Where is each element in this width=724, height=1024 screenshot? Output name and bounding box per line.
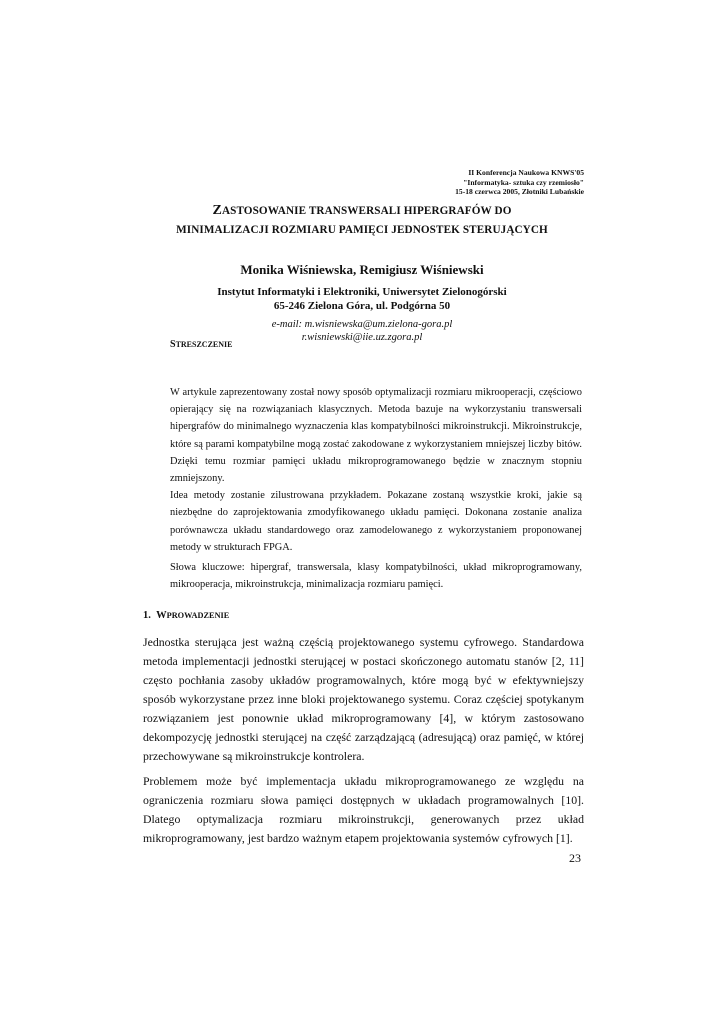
abstract-heading-rest: TRESZCZENIE <box>175 340 233 349</box>
abstract-heading <box>170 339 232 350</box>
emails <box>0 318 724 344</box>
section-1-paragraph-2: Problemem może być implementacja układu mikroprogramowanego ze względu na ograniczenia rozmiaru słowa pamięci dostępnych w układach programowalnych [10]. Dlatego optymalizacja rozmiaru mikroinstrukcji, generowanych przez układ mikroprogramowany, jest bardzo ważnym etapem projektowania systemów cyfrowych [1]. <box>143 774 584 845</box>
conference-line-2: "Informatyka- sztuka czy rzemiosło" <box>463 177 584 187</box>
title-line-1 <box>0 201 724 221</box>
affiliation-line-2: 65-246 Zielona Góra, ul. Podgórna 50 <box>273 299 451 312</box>
section-1-heading <box>143 610 229 621</box>
title-line-2: MINIMALIZACJI ROZMIARU PAMIĘCI JEDNOSTEK STERUJĄCYCH <box>176 224 548 236</box>
paper-title <box>0 201 724 240</box>
conference-header <box>455 168 584 197</box>
title-line-1-rest: ASTOSOWANIE TRANSWERSALI HIPERGRAFÓW DO <box>221 205 512 217</box>
abstract-keywords: Słowa kluczowe: hipergraf, transwersala, klasy kompatybilności, układ mikroprogramowany, mikrooperacja, mikroinstrukcja, minimalizacja rozmiaru pamięci. <box>170 562 582 591</box>
email-line-1: e-mail: m.wisniewska@um.zielona-gora.pl <box>271 319 453 330</box>
authors: Monika Wiśniewska, Remigiusz Wiśniewski <box>240 262 484 277</box>
affiliation-line-1: Instytut Informatyki i Elektroniki, Uniwersytet Zielonogórski <box>217 286 507 298</box>
affiliation <box>0 286 724 313</box>
conference-line-3: 15-18 czerwca 2005, Złotniki Lubańskie <box>455 187 584 197</box>
section-1-paragraph-1: Jednostka sterująca jest ważną częścią projektowanego systemu cyfrowego. Standardowa metoda implementacji jednostki sterującej w postaci skończonego automatu stanów [2, 11] często pochłania zasoby układów programowalnych, które mogą być w efektywniejszy sposób wykorzystane przez inne bloki projektowanego systemu. Coraz częściej spotykanym rozwiązaniem jest ponownie układ mikroprogramowany [4], w którym zastosowano dekompozycję jednostki sterującej na część zarządzającą (adresującą) oraz pamięć, w której przechowywane są mikroinstrukcje kontrolera. <box>143 635 584 763</box>
abstract <box>170 384 582 593</box>
abstract-paragraph-1: W artykule zaprezentowany został nowy sposób optymalizacji rozmiaru mikrooperacji, częściowo opierający się na rozwiązaniach klasycznych. Metoda bazuje na wykorzystaniu transwersali hipergrafów do minimalnego wyznaczenia klas kompatybilności mikroinstrukcji. Mikroinstrukcje, które są parami kompatybilne mogą zostać zakodowane z wykorzystaniem mniejszej liczby bitów. Dzięki temu rozmiar pamięci układu mikroprogramowanego będzie w znacznym stopniu zmniejszony. <box>170 387 582 485</box>
conference-line-1: II Konferencja Naukowa KNWS'05 <box>468 168 584 177</box>
title-initial: Z <box>212 203 222 218</box>
email-line-2: r.wisniewski@iie.uz.zgora.pl <box>301 332 423 343</box>
section-1-body <box>143 633 584 848</box>
section-1-number: 1. <box>143 610 151 621</box>
abstract-heading-initial: S <box>170 339 176 350</box>
section-1-heading-rest: PROWADZENIE <box>166 611 230 620</box>
abstract-paragraph-2: Idea metody zostanie zilustrowana przykładem. Pokazane zostaną wszystkie kroki, jakie są niezbędne do zaprojektowania zmodyfikowanego układu pamięci. Dokonana zostanie analiza porównawcza układu standardowego oraz zamodelowanego z wykorzystaniem proponowanej metody w strukturach FPGA. <box>170 490 582 553</box>
section-1-initial: W <box>156 610 167 621</box>
page-number: 23 <box>569 851 581 865</box>
